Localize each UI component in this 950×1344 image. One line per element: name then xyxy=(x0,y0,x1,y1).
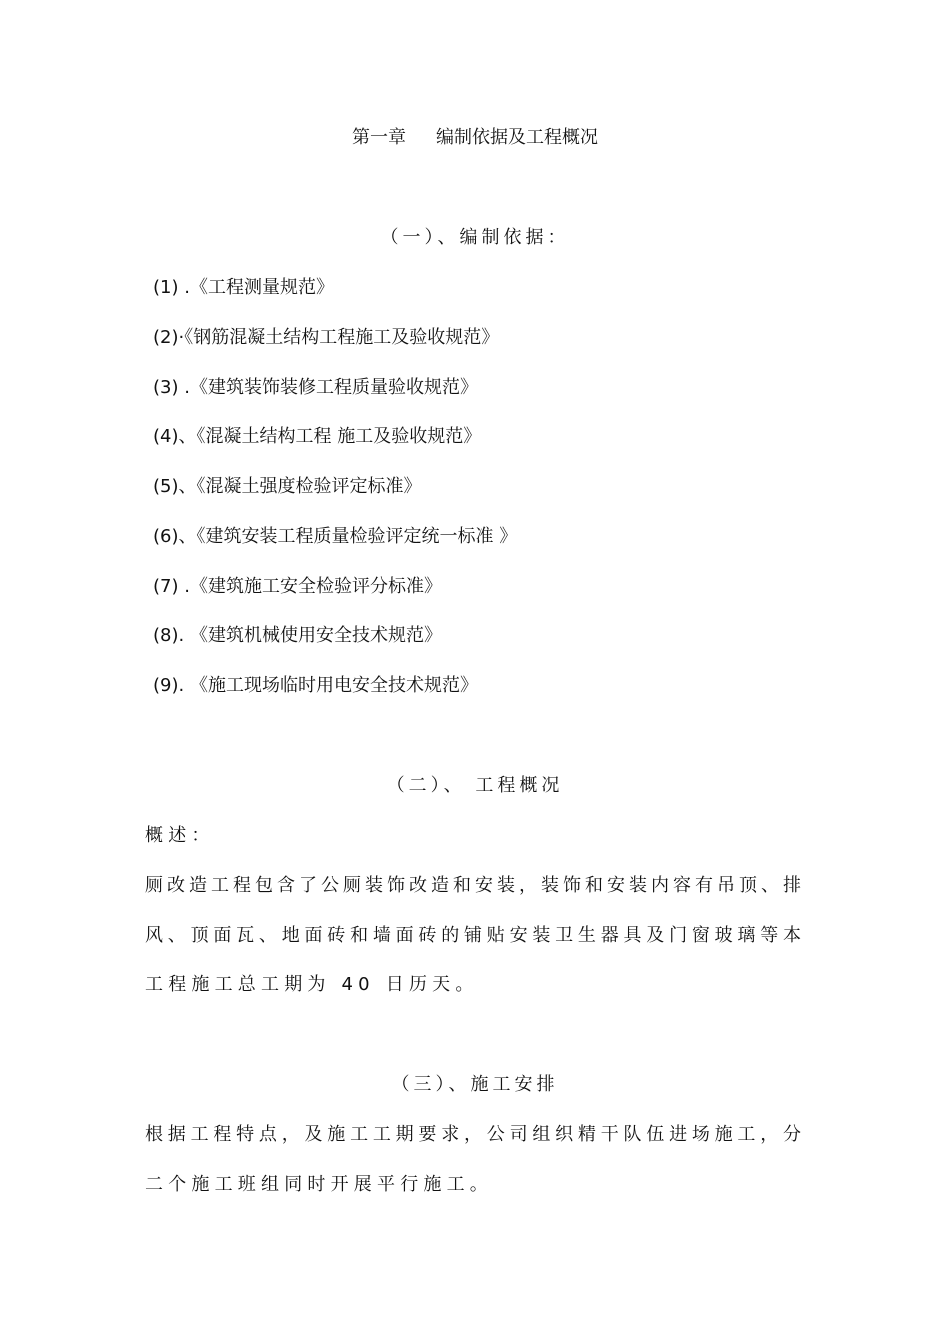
section-heading-basis: （一）、编制依据： xyxy=(380,227,570,248)
reference-item: (3) .《建筑装饰装修工程质量验收规范》 xyxy=(153,377,478,398)
section-heading-arrangement: （三）、施工安排 xyxy=(391,1074,559,1095)
chapter-name: 编制依据及工程概况 xyxy=(436,127,598,148)
reference-item: (6)、《建筑安装工程质量检验评定统一标准 》 xyxy=(153,526,518,547)
overview-label: 概述： xyxy=(145,825,215,846)
reference-item: (2)·《钢筋混凝土结构工程施工及验收规范》 xyxy=(153,327,500,348)
reference-item: (7) .《建筑施工安全检验评分标准》 xyxy=(153,576,442,597)
arrangement-paragraph-line: 二个施工班组同时开展平行施工。 xyxy=(145,1174,493,1195)
chapter-number: 第一章 xyxy=(352,127,406,148)
arrangement-paragraph-line: 根据工程特点，及施工工期要求，公司组织精干队伍进场施工，分 xyxy=(145,1124,805,1145)
reference-item: (8). 《建筑机械使用安全技术规范》 xyxy=(153,625,442,646)
overview-paragraph-line: 风、顶面瓦、地面砖和墙面砖的铺贴安装卫生器具及门窗玻璃等本 xyxy=(145,925,805,946)
reference-item: (1) .《工程测量规范》 xyxy=(153,277,334,298)
chapter-title xyxy=(0,126,950,150)
reference-item: (9). 《施工现场临时用电安全技术规范》 xyxy=(153,675,478,696)
overview-paragraph-line: 厕改造工程包含了公厕装饰改造和安装，装饰和安装内容有吊顶、排 xyxy=(145,875,805,896)
reference-item: (5)、《混凝土强度检验评定标准》 xyxy=(153,476,422,497)
section-heading-overview: （二）、 工程概况 xyxy=(386,775,564,796)
reference-item: (4)、《混凝土结构工程 施工及验收规范》 xyxy=(153,426,482,447)
overview-paragraph-line: 工程施工总工期为 40 日历天。 xyxy=(145,974,479,995)
